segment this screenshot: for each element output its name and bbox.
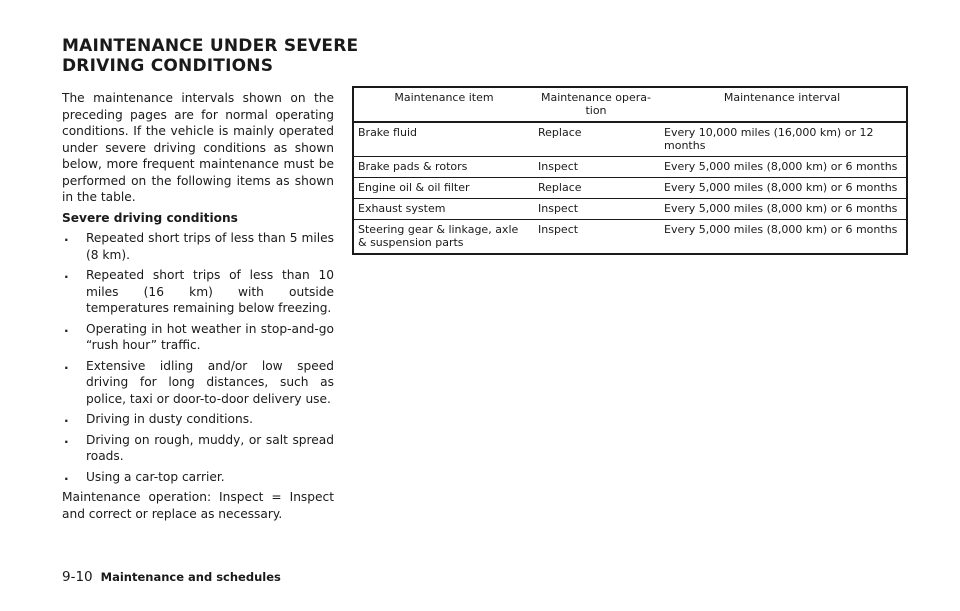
page-heading: MAINTENANCE UNDER SEVERE DRIVING CONDITIONS bbox=[62, 36, 359, 76]
bullet-icon: . bbox=[64, 320, 69, 335]
header-maintenance-interval: Maintenance interval bbox=[658, 87, 907, 122]
list-item: . Operating in hot weather in stop-and-go “rush hour” traffic. bbox=[64, 320, 334, 352]
page-number: 9-10 bbox=[62, 569, 93, 585]
cell-item: Exhaust system bbox=[353, 199, 534, 220]
list-item: . Repeated short trips of less than 10 miles (16 km) with outside temperatures remaining below freezing. bbox=[64, 267, 334, 315]
cell-item: Engine oil & oil filter bbox=[353, 178, 534, 199]
maintenance-table bbox=[352, 86, 908, 255]
list-item: . Driving in dusty conditions. bbox=[64, 411, 253, 426]
cell-operation: Inspect bbox=[534, 220, 658, 255]
table-row bbox=[353, 122, 907, 157]
cell-item: Brake fluid bbox=[353, 122, 534, 157]
table-row bbox=[353, 178, 907, 199]
cell-operation: Inspect bbox=[534, 199, 658, 220]
list-item: . Using a car-top carrier. bbox=[64, 468, 225, 484]
conditions-list bbox=[62, 230, 334, 485]
body-text bbox=[62, 90, 334, 526]
header-maintenance-item: Maintenance item bbox=[353, 87, 534, 122]
table-row bbox=[353, 199, 907, 220]
cell-operation: Inspect bbox=[534, 157, 658, 178]
cell-interval: Every 5,000 miles (8,000 km) or 6 months bbox=[658, 178, 907, 199]
cell-item: Brake pads & rotors bbox=[353, 157, 534, 178]
list-item: . Driving on rough, muddy, or salt spread roads. bbox=[64, 431, 334, 463]
section-title: Maintenance and schedules bbox=[100, 570, 281, 584]
bullet-icon: . bbox=[64, 357, 69, 372]
cell-operation: Replace bbox=[534, 178, 658, 199]
header-maintenance-operation: Maintenance opera- tion bbox=[534, 87, 658, 122]
table-header-row bbox=[353, 87, 907, 122]
page-footer bbox=[62, 569, 281, 585]
bullet-icon: . bbox=[64, 468, 69, 483]
bullet-icon: . bbox=[64, 431, 69, 446]
cell-item: Steering gear & linkage, axle & suspension parts bbox=[353, 220, 534, 255]
bullet-icon: . bbox=[64, 230, 69, 244]
table-row bbox=[353, 220, 907, 255]
table-row bbox=[353, 157, 907, 178]
bullet-icon: . bbox=[64, 267, 69, 281]
conditions-subheading: Severe driving conditions bbox=[62, 210, 238, 225]
cell-interval: Every 5,000 miles (8,000 km) or 6 months bbox=[658, 199, 907, 220]
bullet-icon: . bbox=[64, 411, 69, 425]
cell-interval: Every 5,000 miles (8,000 km) or 6 months bbox=[658, 157, 907, 178]
list-item: . Repeated short trips of less than 5 miles (8 km). bbox=[64, 230, 334, 262]
list-item: . Extensive idling and/or low speed driving for long distances, such as police, taxi or door-to-door delivery use. bbox=[64, 357, 334, 406]
maintenance-note: Maintenance operation: Inspect = Inspect and correct or replace as necessary. bbox=[62, 490, 334, 521]
intro-paragraph: The maintenance intervals shown on the preceding pages are for normal operating conditions. If the vehicle is mainly operated under severe driving conditions as shown below, more frequent maintenance must be performed on the following items as shown in the table. bbox=[62, 91, 334, 204]
cell-interval: Every 5,000 miles (8,000 km) or 6 months bbox=[658, 220, 907, 255]
cell-operation: Replace bbox=[534, 122, 658, 157]
cell-interval: Every 10,000 miles (16,000 km) or 12 months bbox=[658, 122, 907, 157]
